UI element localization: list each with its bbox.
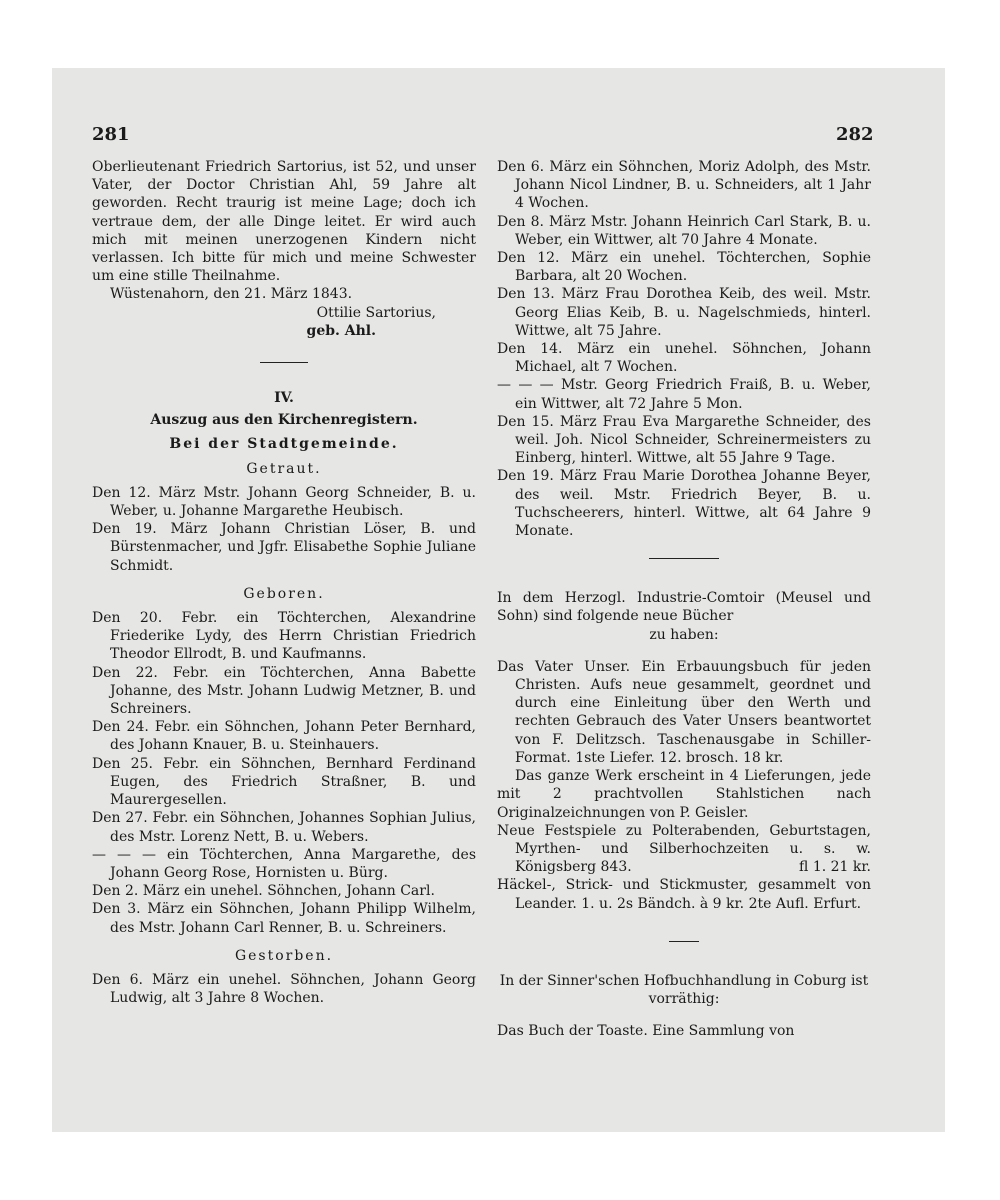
ad1-intro-end: zu haben: xyxy=(649,626,719,643)
death-entry: Den 13. März Frau Dorothea Keib, des weil. Mstr. Georg Elias Keib, B. u. Nagelschmieds, hinterl. Wittwe, alt 75 Jahre. xyxy=(497,286,871,339)
signature-name: Ottilie Sartorius, xyxy=(316,304,436,321)
getraut-heading: Getraut. xyxy=(246,460,322,477)
death-entry: Den 12. März ein unehel. Töchterchen, Sophie Barbara, alt 20 Wochen. xyxy=(497,250,871,285)
section-subtitle: Bei der Stadtgemeinde. xyxy=(169,436,399,453)
place-date: Wüstenahorn, den 21. März 1843. xyxy=(110,286,353,303)
death-entry: Den 6. März ein Söhnchen, Moriz Adolph, des Mstr. Johann Nicol Lindner, B. u. Schneiders, alt 1 Jahr 4 Wochen. xyxy=(497,159,871,212)
geboren-entry: — — — ein Töchterchen, Anna Margarethe, des Johann Georg Rose, Hornisten u. Bürg. xyxy=(92,846,476,881)
ad2-intro: In der Sinner'schen Hofbuchhandlung in Coburg ist vorräthig: xyxy=(499,972,869,1007)
geboren-entry: Den 24. Febr. ein Söhnchen, Johann Peter Bernhard, des Johann Knauer, B. u. Steinhauers. xyxy=(92,719,476,754)
left-column xyxy=(92,158,476,1007)
ad-separator-short xyxy=(669,941,699,942)
geboren-entry: Den 20. Febr. ein Töchterchen, Alexandrine Friederike Lydy, des Herrn Christian Friedrich Theodor Ellrodt, B. und Kaufmanns. xyxy=(92,610,476,663)
ad1-item-note: Das ganze Werk erscheint in 4 Lieferungen, jede mit 2 prachtvollen Stahlstichen nach Originalzeichnungen von P. Geisler. xyxy=(497,768,871,821)
death-entry: Den 8. März Mstr. Johann Heinrich Carl Stark, B. u. Weber, ein Wittwer, alt 70 Jahre 4 Monate. xyxy=(497,213,871,248)
section-separator xyxy=(260,362,308,363)
geboren-entry: Den 25. Febr. ein Söhnchen, Bernhard Ferdinand Eugen, des Friedrich Straßner, B. und Maurergesellen. xyxy=(92,755,476,809)
getraut-entry: Den 12. März Mstr. Johann Georg Schneider, B. u. Weber, u. Johanne Margarethe Heubisch. xyxy=(92,484,476,520)
section-number: IV. xyxy=(274,390,294,407)
ad1-item xyxy=(497,822,871,877)
gestorben-entry: Den 6. März ein unehel. Söhnchen, Johann Georg Ludwig, alt 3 Jahre 8 Wochen. xyxy=(92,971,476,1007)
geboren-heading: Geboren. xyxy=(243,585,325,602)
geboren-entry: Den 3. März ein Söhnchen, Johann Philipp Wilhelm, des Mstr. Johann Carl Renner, B. u. Schreiners. xyxy=(92,901,476,936)
ad2-item: Das Buch der Toaste. Eine Sammlung von xyxy=(497,1023,795,1040)
ad1-item: Häckel-, Strick- und Stickmuster, gesammelt von Leander. 1. u. 2s Bändch. à 9 kr. 2te Aufl. Erfurt. xyxy=(497,877,871,912)
geboren-entry: Den 27. Febr. ein Söhnchen, Johannes Sophian Julius, des Mstr. Lorenz Nett, B. u. Webers. xyxy=(92,810,476,845)
ad1-item: Das Vater Unser. Ein Erbauungsbuch für jeden Christen. Aufs neue gesammelt, geordnet und durch eine Einleitung über den Werth und rechten Gebrauch des Vater Unsers beantwortet von F. Delitzsch. Taschenausgabe in Schiller-Format. 1ste Liefer. 12. brosch. 18 kr. xyxy=(497,658,871,766)
ad-separator xyxy=(649,558,719,559)
gestorben-heading: Gestorben. xyxy=(234,947,334,964)
section-title: Auszug aus den Kirchenregistern. xyxy=(150,412,418,429)
page-number-left: 281 xyxy=(92,124,130,145)
death-entry: Den 14. März ein unehel. Söhnchen, Johann Michael, alt 7 Wochen. xyxy=(497,341,871,376)
page-number-right: 282 xyxy=(836,124,874,145)
ad1-intro: In dem Herzogl. Industrie-Comtoir (Meusel und Sohn) sind folgende neue Bücher xyxy=(497,590,871,625)
death-entry: Den 19. März Frau Marie Dorothea Johanne Beyer, des weil. Mstr. Friedrich Beyer, B. u. Tuchscheerers, hinterl. Wittwe, alt 64 Jahre 9 Monate. xyxy=(497,468,871,540)
geboren-entry: Den 22. Febr. ein Töchterchen, Anna Babette Johanne, des Mstr. Johann Ludwig Metzner, B. und Schreiners. xyxy=(92,664,476,718)
death-entry: — — — Mstr. Georg Friedrich Fraiß, B. u. Weber, ein Wittwer, alt 72 Jahre 5 Mon. xyxy=(497,377,871,412)
geboren-entry: Den 2. März ein unehel. Söhnchen, Johann Carl. xyxy=(92,883,435,900)
death-entry: Den 15. März Frau Eva Margarethe Schneider, des weil. Joh. Nicol Schneider, Schreinermeisters zu Einberg, hinterl. Wittwe, alt 55 Jahre 9 Tage. xyxy=(497,413,871,467)
getraut-entry: Den 19. März Johann Christian Löser, B. und Bürstenmacher, und Jgfr. Elisabethe Sophie Juliane Schmidt. xyxy=(92,521,476,574)
signature-nee: geb. Ahl. xyxy=(306,322,376,339)
ad1-item-price: fl 1. 21 kr. xyxy=(799,859,871,876)
right-column xyxy=(497,158,871,1040)
ad1-item-text: Neue Festspiele zu Polterabenden, Geburtstagen, Myrthen- und Silberhochzeiten u. s. w. Königsberg 843. xyxy=(497,822,871,876)
letter-paragraph: Oberlieutenant Friedrich Sartorius, ist 52, und unser Vater, der Doctor Christian Ahl, 59 Jahre alt geworden. Recht traurig ist meine Lage; doch ich vertraue dem, der alle Dinge leitet. Er wird auch mich mit meinen unerzogenen Kindern nicht verlassen. Ich bitte für mich und meine Schwester um eine stille Theilnahme. xyxy=(92,159,476,285)
